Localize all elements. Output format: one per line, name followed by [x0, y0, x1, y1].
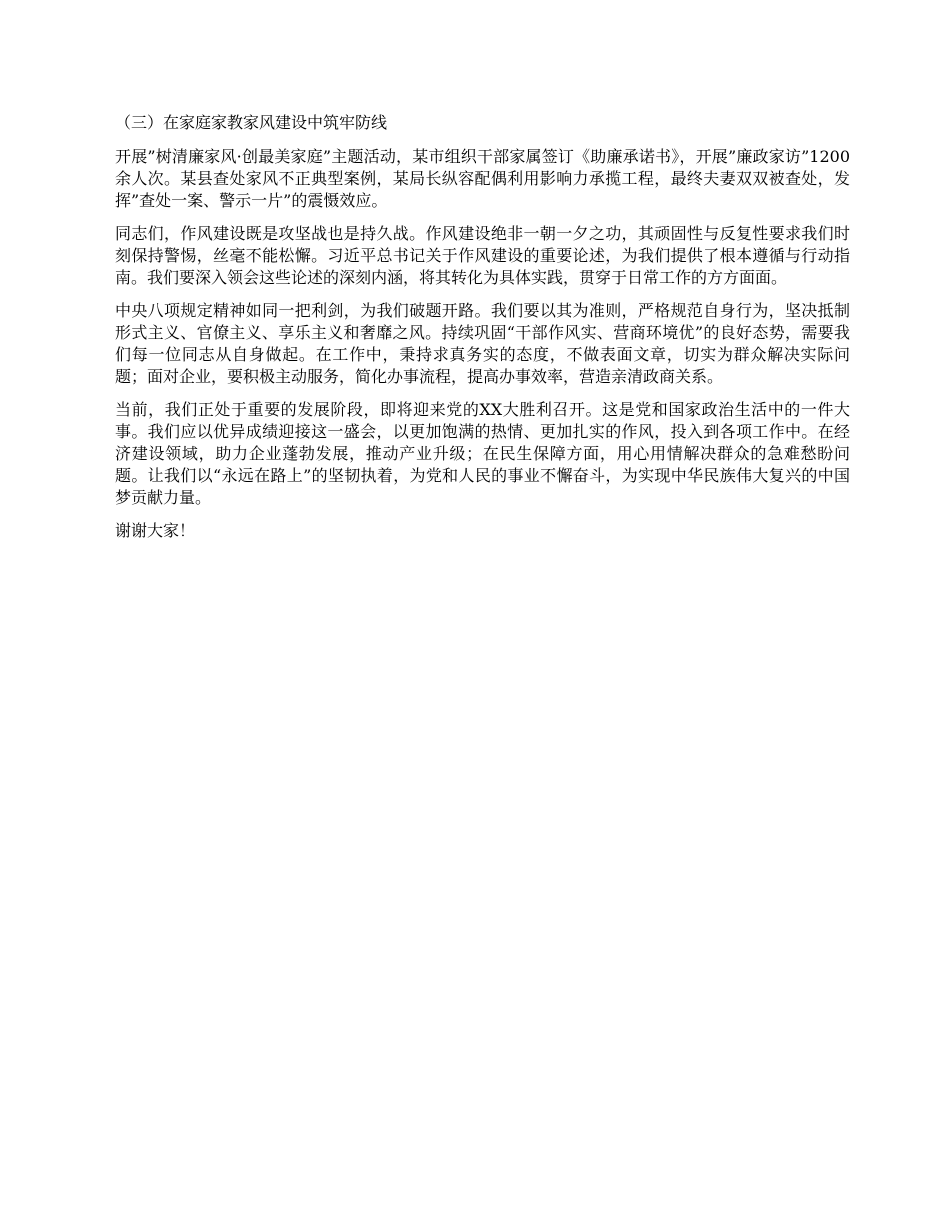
- paragraph-style-building: 同志们，作风建设既是攻坚战也是持久战。作风建设绝非一朝一夕之功，其顽固性与反复性要求我们时刻保持警惕，丝毫不能松懈。习近平总书记关于作风建设的重要论述，为我们提供了根本遵循与行动指南。我们要深入领会这些论述的深刻内涵，将其转化为具体实践，贯穿于日常工作的方方面面。: [115, 224, 850, 287]
- section-heading: （三）在家庭家教家风建设中筑牢防线: [115, 113, 388, 132]
- document-page: [115, 112, 850, 542]
- paragraph-current-stage: 当前，我们正处于重要的发展阶段，即将迎来党的XX大胜利召开。这是党和国家政治生活中的一件大事。我们应以优异成绩迎接这一盛会，以更加饱满的热情、更加扎实的作风，投入到各项工作中。在经济建设领域，助力企业蓬勃发展，推动产业升级；在民生保障方面，用心用情解决群众的急难愁盼问题。让我们以“永远在路上”的坚韧执着，为党和人民的事业不懈奋斗，为实现中华民族伟大复兴的中国梦贡献力量。: [115, 400, 850, 507]
- closing-remark: 谢谢大家！: [115, 521, 196, 540]
- paragraph-eight-point-rules: 中央八项规定精神如同一把利剑，为我们破题开路。我们要以其为准则，严格规范自身行为，坚决抵制形式主义、官僚主义、享乐主义和奢靡之风。持续巩固“干部作风实、营商环境优”的良好态势，需要我们每一位同志从自身做起。在工作中，秉持求真务实的态度，不做表面文章，切实为群众解决实际问题；面对企业，要积极主动服务，简化办事流程，提高办事效率，营造亲清政商关系。: [115, 301, 850, 386]
- paragraph-family-integrity: 开展”树清廉家风·创最美家庭”主题活动，某市组织干部家属签订《助廉承诺书》，开展”廉政家访”1200余人次。某县查处家风不正典型案例，某局长纵容配偶利用影响力承揽工程，最终夫妻双双被查处，发挥”查处一案、警示一片”的震慑效应。: [115, 147, 850, 210]
